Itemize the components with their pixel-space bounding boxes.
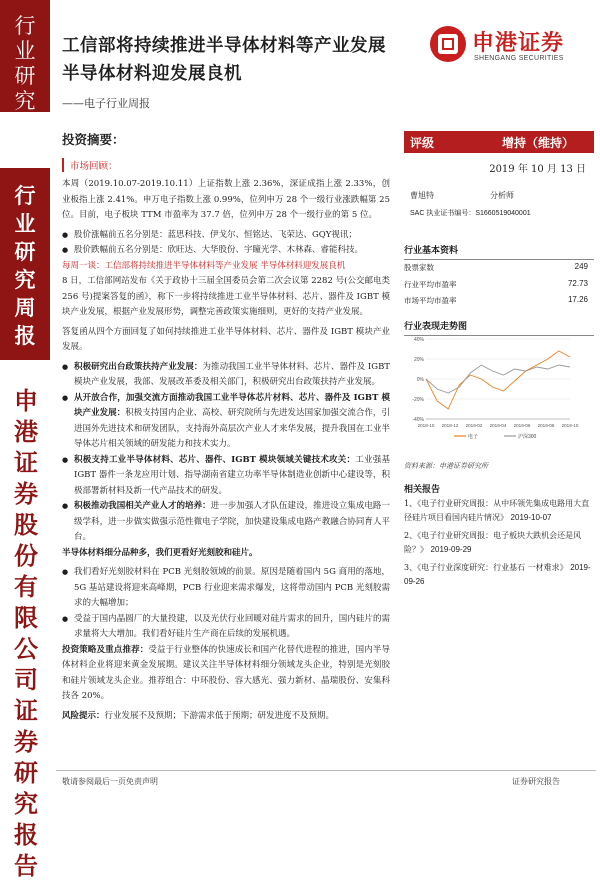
related-reports-list [404,497,594,593]
chart-source: 资料来源：申港证券研究所 [404,462,488,470]
rating-value: 增持（维持） [501,136,574,150]
footer-divider [56,770,596,771]
footer-disclaimer: 敬请参阅最后一页免责声明 [62,777,158,786]
sidebar-company-name: 申 港 证 券 股 份 有 限 公 司 证 券 研 究 报 告 [14,386,38,880]
point-cooperation: ● 从开放合作，加强交流方面推动我国工业半导体芯片材料、芯片、器件及 IGBT 模块产业发展：积极支持国内企业、高校、研究院所与先进发达国家加强交流合作，引进国外先进技术和研发团队，支持海外高层次产业人才来华发展，提升我国在工业半导体芯片相关领域的研发能力和技术实力。 [62,391,390,453]
related-report-item[interactable]: 2、《电子行业研究周报：电子板块大跌机会还是风险？》 2019-09-29 [404,531,582,554]
photoresist-bullet: ● 我们看好光刻胶材料在 PCB 光刻胶领域的前景。原因是随着国内 5G 商用的落地，5G 基站建设将迎来高峰期，PCB 行业迎来需求爆发，这将带动国内 PCB 光刻胶需求的大幅增加； [62,565,390,612]
chart-y-tick-label: -20% [412,397,424,403]
sidebar-top-text: 行 业 研 究 [14,14,36,113]
chart-legend-label: 沪深300 [518,434,537,440]
gainers-bullet: ● 股价涨幅前五名分别是：蓝思科技、伊戈尔、恒铭达、飞荣达、GQY视讯； [62,228,390,244]
report-subtitle: ——电子行业周报 [62,97,150,110]
chart-x-tick-label: 2019-06 [513,423,531,428]
losers-bullet: ● 股价跌幅前五名分别是：欣旺达、大华股份、宇瞳光学、木林森、睿能科技。 [62,243,390,259]
chart-x-tick-label: 2018-10 [417,423,435,428]
chart-y-tick-label: 0% [416,377,424,383]
risk-paragraph: 风险提示：行业发展不及预期；下游需求低于预期；研发进度不及预期。 [62,710,335,721]
weekly-topic-line: 每周一谈：工信部将持续推进半导体材料等产业发展 半导体材料迎发展良机 [62,260,346,271]
strategy-paragraph: 投资策略及重点推荐：受益于行业整体的快速成长和国产化替代进程的推进，国内半导体材料企业将迎来黄金发展期。建议关注半导体材料细分领域龙头企业，特别是光刻胶和硅片领域龙头企业。推荐组合：中环股份、容大感光、强力新材、晶瑞股份、安集科技各 20%。 [62,644,390,701]
sidebar-middle-text: 行 业 研 究 周 报 [14,183,36,348]
chart-y-tick-label: 40% [413,337,424,343]
sidebar-top-block [0,0,50,112]
logo-name: 申港证券 [472,31,565,56]
sac-number: SAC 执业证书编号：S1660519040001 [410,210,531,217]
policy-paragraph: 8 日，工信部网站发布《关于政协十三届全国委员会第二次会议第 2282 号(公交邮电类 256 号)提案答复的函》，称下一步将持续推进工业半导体材料、芯片、器件及 IGBT 模块产业发展，根据产业发展形势，调整完善政策实施细则，更好的支持产业发展。 [62,276,390,317]
industry-row-pe: 行业平均市盈率 72.73 [404,279,588,289]
market-review-label: 市场回顾： [62,158,390,172]
report-title: 工信部将持续推进半导体材料等产业发展 半导体材料迎发展良机 [62,36,386,84]
point-policy: ● 积极研究出台政策扶持产业发展：为推动我国工业半导体材料、芯片、器件及 IGBT 模块产业发展，我部、发展改革委及相关部门，积极研究出台政策扶持产业发展。 [62,360,390,391]
point-talent: ● 积极推动我国相关产业人才的培养：进一步加强人才队伍建设，推进设立集成电路一级学科，进一步做实做强示范性微电子学院，加快建设集成电路产教融合协同育人平台。 [62,499,390,546]
chart-y-tick-label: -40% [412,417,424,423]
company-logo [430,24,590,72]
industry-row-market-pe: 市场平均市盈率 17.26 [404,295,588,305]
analyst-role: 分析师 [490,191,514,200]
rating-label: 评级 [410,136,435,150]
logo-mark-icon [430,26,466,62]
related-report-item[interactable]: 1、《电子行业研究周报：从中环领先集成电路用大直径硅片项目看国内硅片情况》 2019-10-07 [404,499,590,522]
chart-x-tick-label: 2019-10 [561,423,579,428]
chart-x-tick-label: 2019-08 [537,423,555,428]
chart-title: 行业表现走势图 [404,319,594,336]
reply-paragraph: 答复函从四个方面回复了如何持续推进工业半导体材料、芯片、器件及 IGBT 模块产业发展。 [62,326,390,352]
market-paragraph: 本周（2019.10.07-2019.10.11）上证指数上涨 2.36%，深证成指上涨 2.33%，创业板指上涨 2.41%。申万电子指数上涨 0.99%，位列申万 28 个一级行业涨跌幅第 25 位。目前，电子板块 TTM 市盈率为 37.7 倍，位列申万 28 个一级行业的第 5 位。 [62,179,390,220]
rating-bar [404,131,594,153]
chart-series-line [426,351,570,409]
sidebar-middle-block [0,168,50,360]
chart-y-tick-label: 20% [413,357,424,363]
report-date: 2019 年 10 月 13 日 [489,164,586,175]
chart-legend-label: 电子 [468,434,479,440]
chart-x-tick-label: 2019-02 [465,423,483,428]
point-tech: ● 积极支持工业半导体材料、芯片、器件、IGBT 模块领域关键技术攻关：工业强基 IGBT 器件一条龙应用计划、指导湖南省建立功率半导体制造业创新中心建设等，积极部署新材料及新一代产品技术的研发。 [62,453,390,500]
analyst-name: 曹旭特 [410,191,434,200]
footer-report-type: 证券研究报告 [512,777,560,786]
logo-english: SHENGANG SECURITIES [474,55,564,62]
industry-data-heading: 行业基本资料 [404,243,594,260]
summary-heading: 投资摘要： [62,132,125,147]
performance-chart [404,335,579,443]
investment-summary [62,130,390,728]
wafer-bullet: ● 受益于国内晶圆厂的大量投建，以及光伏行业回暖对硅片需求的回升，国内硅片的需求量将大大增加。我们看好硅片生产商在后续的发展机遇。 [62,612,390,643]
related-report-item[interactable]: 3、《电子行业深度研究：行业基石 一材难求》 2019-09-26 [404,563,591,586]
related-reports-heading: 相关报告 [404,485,441,495]
highlight-line: 半导体材料细分品种多，我们更看好光刻胶和硅片。 [62,547,258,558]
industry-row-stocks: 股票家数 249 [404,262,588,272]
chart-x-tick-label: 2019-04 [489,423,507,428]
chart-x-tick-label: 2018-12 [441,423,459,428]
